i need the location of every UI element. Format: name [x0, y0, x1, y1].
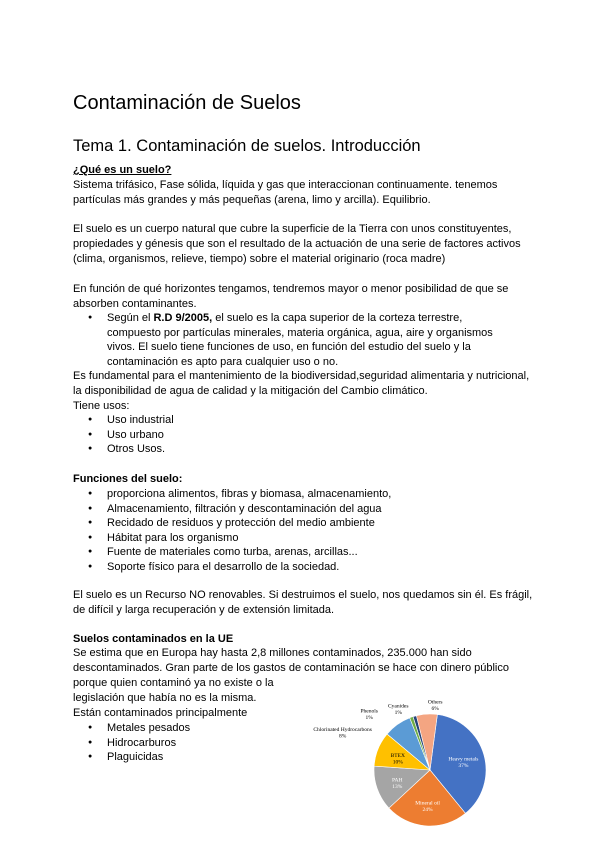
list-item: ● Según el R.D 9/2005, el suelo es la capa superior de la corteza terrestre, compuesto por partículas minerales, materia orgánica, agua, aire y organismos vivos. El suelo tiene funciones de uso, en función del estudio del suelo y la contaminación es apto para cualquier uso o no. — [88, 311, 518, 369]
pie-label-name: Chlorinated Hydrocarbons — [313, 727, 372, 734]
pie-label-name: Cyanides — [388, 703, 409, 710]
list-item: ● Recidado de residuos y protección del medio ambiente — [88, 516, 518, 531]
list-item: ● Hábitat para los organismo — [88, 531, 518, 546]
funciones-heading: Funciones del suelo: — [73, 473, 183, 485]
page-title: Contaminación de Suelos — [73, 92, 301, 114]
pie-label-name: PAH — [392, 777, 403, 784]
paragraph-ue-line1: Se estima que en Europa hay hasta 2,8 millones contaminados, 235.000 han sido — [73, 647, 472, 659]
list-item: ● Fuente de materiales como turba, arenas, arcillas... — [88, 545, 518, 560]
paragraph-recurso: El suelo es un Recurso NO renovables. Si destruimos el suelo, nos quedamos sin él. Es frágil, de difícil y larga recuperación y de extensión limitada. — [73, 589, 533, 616]
list-item: ● Soporte físico para el desarrollo de la sociedad. — [88, 560, 518, 575]
list-item: ● Uso urbano — [88, 428, 518, 443]
contamination-pie-chart — [313, 699, 508, 848]
pie-label-pct: 1% — [394, 710, 402, 717]
paragraph-natural-body: El suelo es un cuerpo natural que cubre la superficie de la Tierra con unos constituyentes, propiedades y génesis que son el resultado de la actuación de una serie de factores activos (clima, organismos, relieve, tiempo) sobre el material originario (roca madre) — [73, 223, 521, 265]
paragraph-contaminados: Están contaminados principalmente — [73, 707, 248, 719]
list-item: ● Uso industrial — [88, 413, 518, 428]
usos-label: Tiene usos: — [73, 400, 130, 412]
pie-label-pct: 13% — [392, 784, 403, 791]
paragraph-importance: Es fundamental para el mantenimiento de la biodiversidad,seguridad alimentaria y nutricional, la disponibilidad de agua de calidad y la mitigación del Cambio climático. — [73, 370, 530, 397]
rd-reference: R.D 9/2005, — [153, 312, 213, 324]
pie-label-name: Mineral oil — [415, 800, 440, 807]
list-item: ● Hidrocarburos — [88, 736, 518, 751]
pie-label-name: Heavy metals — [448, 756, 479, 763]
paragraph-ue-line4: legislación que había no es la misma. — [73, 692, 257, 704]
list-item: ● Plaguicidas — [88, 750, 518, 765]
list-item: ● Almacenamiento, filtración y descontaminación del agua — [88, 502, 518, 517]
pie-label-pct: 6% — [431, 706, 439, 713]
pie-label-pct: 10% — [392, 759, 403, 766]
pie-label-pct: 24% — [422, 807, 433, 814]
pie-label-pct: 1% — [365, 714, 373, 721]
pie-label-name: Phenols — [360, 708, 378, 715]
pie-label-pct: 8% — [338, 733, 347, 740]
rd-bullet-list — [88, 311, 518, 369]
question-heading: ¿Qué es un suelo? — [73, 164, 172, 176]
paragraph-ue-line3: porque quien contaminó ya no existe o la — [73, 677, 274, 689]
paragraph-definition: Sistema trifásico, Fase sólida, líquida y gas que interaccionan continuamente. tenemos partículas más grandes y más pequeñas (arena, limo y arcilla). Equilibrio. — [73, 179, 498, 206]
pie-label-name: Others — [427, 699, 443, 706]
usos-list — [88, 413, 518, 457]
section-subtitle: Tema 1. Contaminación de suelos. Introducción — [73, 137, 421, 155]
list-item: ● Metales pesados — [88, 721, 518, 736]
pie-label-name: BTEX — [390, 753, 405, 760]
list-item: ● proporciona alimentos, fibras y biomasa, almacenamiento, — [88, 487, 518, 502]
funciones-list — [88, 487, 518, 575]
list-item: ● Otros Usos. — [88, 442, 518, 457]
ue-heading: Suelos contaminados en la UE — [73, 633, 234, 645]
pie-label-pct: 37% — [458, 763, 469, 770]
paragraph-horizons: En función de qué horizontes tengamos, tendremos mayor o menor posibilidad de que se absorben contaminantes. — [73, 283, 509, 310]
paragraph-ue-line2: descontaminados. Gran parte de los gastos de contaminación se hace con dinero público — [73, 662, 509, 674]
